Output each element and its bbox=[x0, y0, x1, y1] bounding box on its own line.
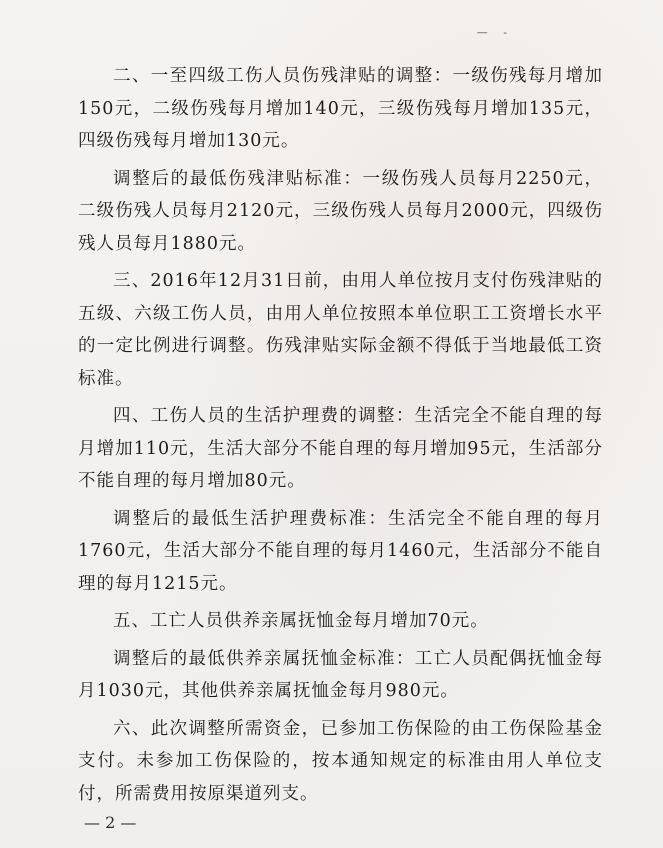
paragraph-funding-source: 六、此次调整所需资金，已参加工伤保险的由工伤保险基金支付。未参加工伤保险的，按本通知规定的标准由用人单位支付，所需费用按原渠道列支。 bbox=[78, 718, 603, 804]
document-body bbox=[78, 60, 603, 815]
paragraph-minimum-dependent-pension: 调整后的最低供养亲属抚恤金标准：工亡人员配偶抚恤金每月1030元，其他供养亲属抚恤金每月980元。 bbox=[78, 648, 603, 701]
paragraph-disability-allowance-increase: 二、一至四级工伤人员伤残津贴的调整：一级伤残每月增加150元，二级伤残每月增加140元，三级伤残每月增加135元，四级伤残每月增加130元。 bbox=[78, 66, 603, 151]
paragraph-grade-five-six-adjustment: 三、2016年12月31日前，由用人单位按月支付伤残津贴的五级、六级工伤人员，由用人单位按照本单位职工工资增长水平的一定比例进行调整。伤残津贴实际金额不得低于当地最低工资标准。 bbox=[78, 271, 603, 389]
paragraph-minimum-nursing-fee: 调整后的最低生活护理费标准：生活完全不能自理的每月1760元，生活大部分不能自理的每月1460元，生活部分不能自理的每月1215元。 bbox=[78, 508, 603, 594]
paragraph-dependent-pension-increase: 五、工亡人员供养亲属抚恤金每月增加70元。 bbox=[113, 611, 489, 631]
page-number: — 2 — bbox=[84, 813, 137, 832]
paragraph-minimum-disability-allowance: 调整后的最低伤残津贴标准：一级伤残人员每月2250元，二级伤残人员每月2120元，三级伤残人员每月2000元，四级伤残人员每月1880元。 bbox=[78, 168, 603, 254]
paragraph-nursing-fee-increase: 四、工伤人员的生活护理费的调整：生活完全不能自理的每月增加110元，生活大部分不能自理的每月增加95元，生活部分不能自理的每月增加80元。 bbox=[78, 406, 603, 491]
corner-mark: — - bbox=[476, 26, 513, 39]
